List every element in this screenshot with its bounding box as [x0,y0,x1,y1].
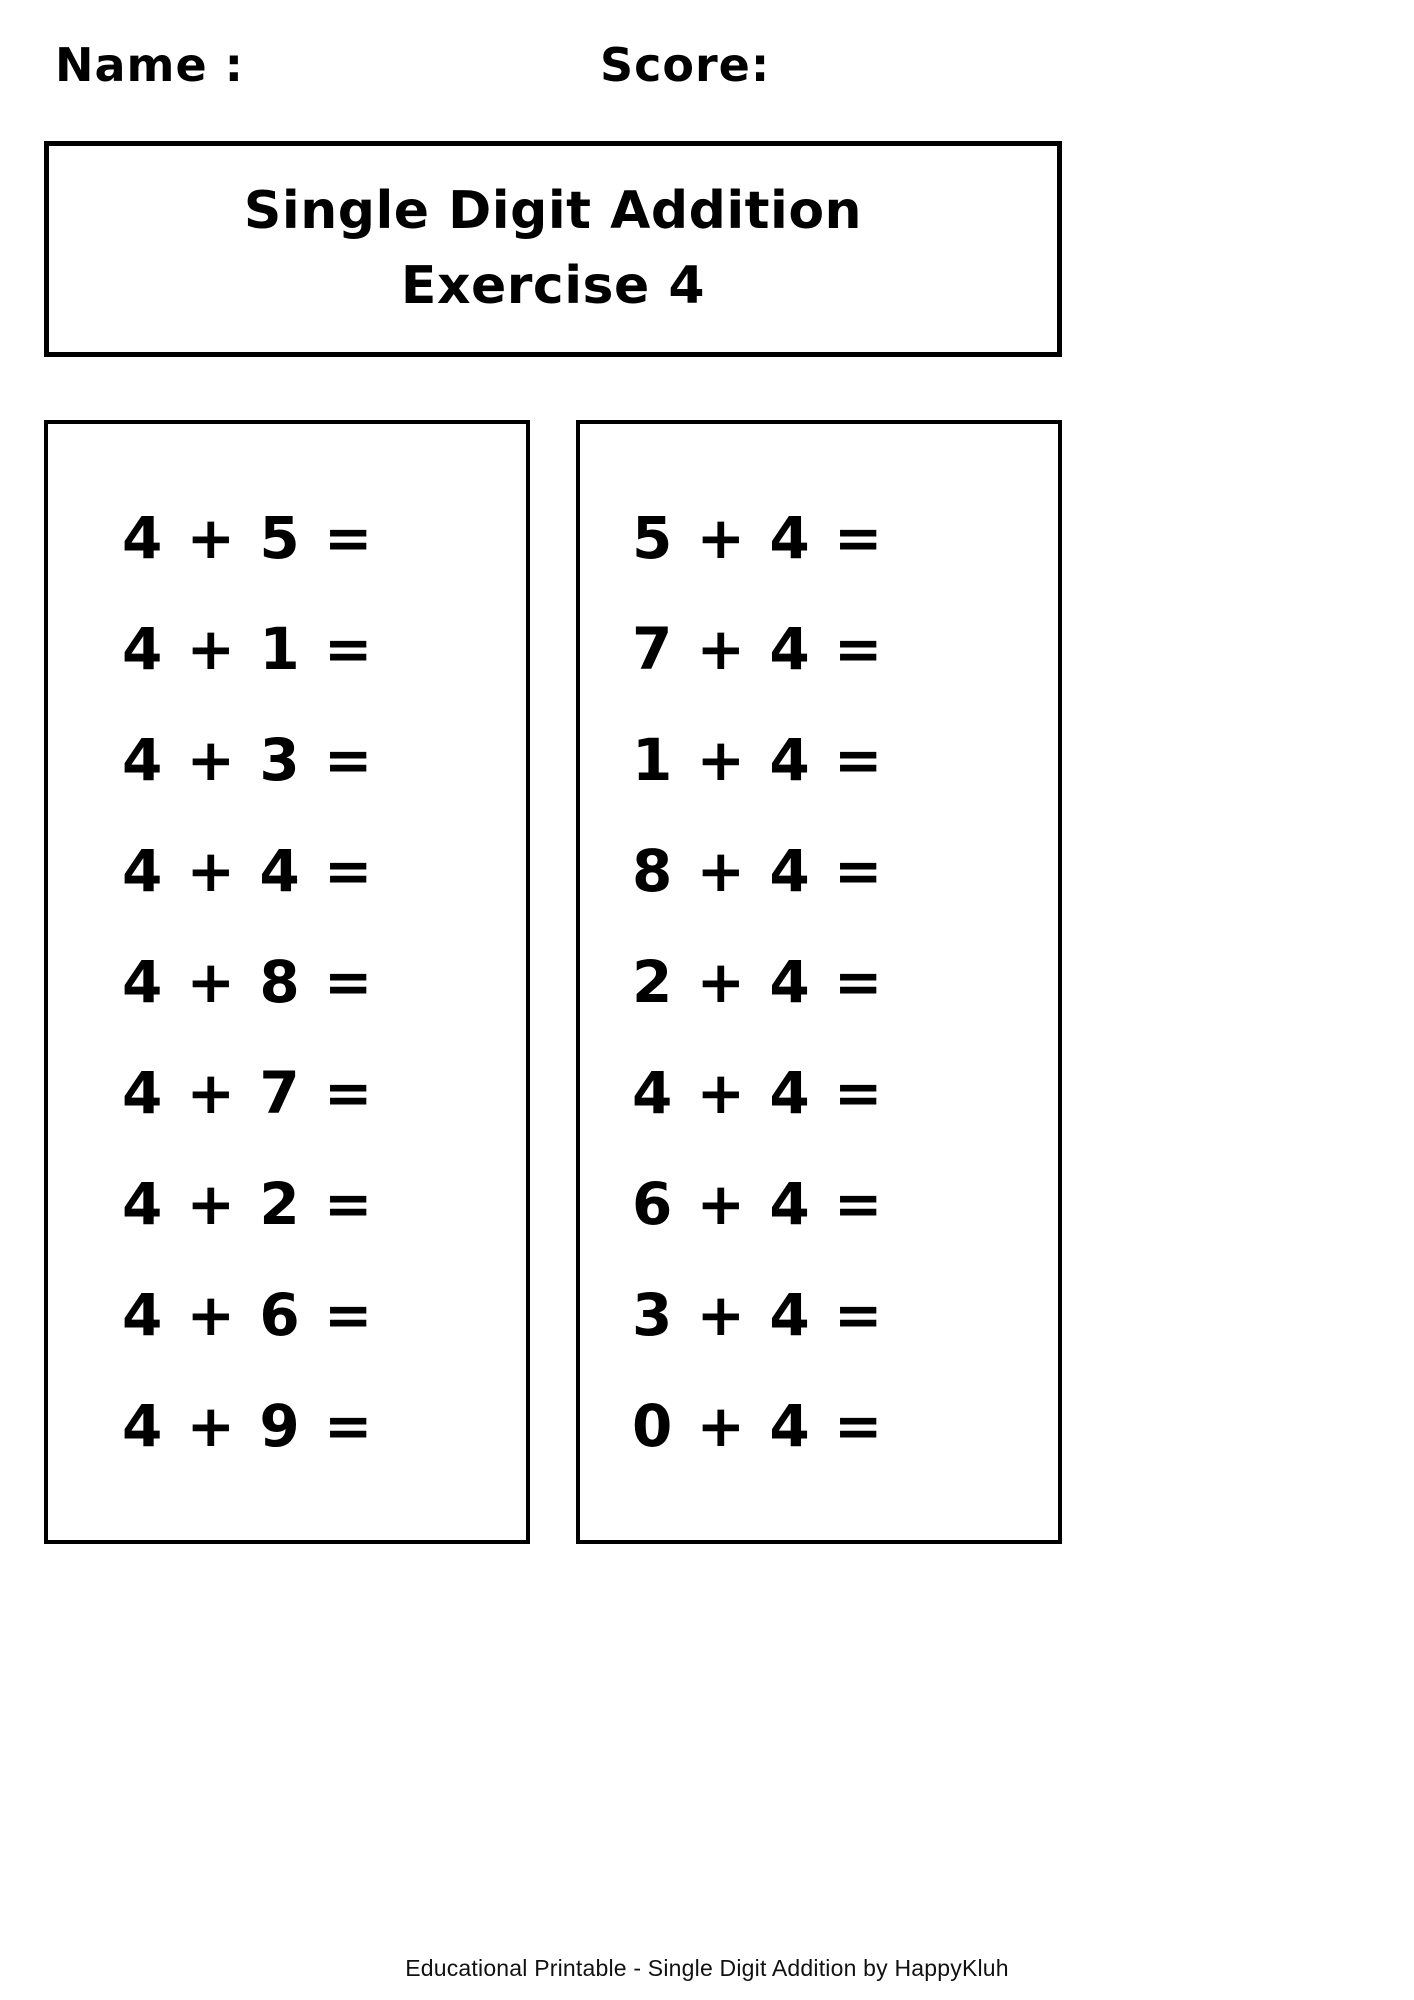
problem-item: 1 + 4 = [632,726,885,794]
footer-credit: Educational Printable - Single Digit Addition by HappyKluh [405,1955,1009,1981]
problem-column-left [44,420,530,1544]
page-subtitle: Exercise 4 [400,256,706,316]
problem-item: 4 + 8 = [122,948,375,1016]
problem-item: 6 + 4 = [632,1170,885,1238]
problem-column-right [576,420,1062,1544]
problem-item: 4 + 2 = [122,1170,375,1238]
title-box [44,141,1062,357]
problem-item: 0 + 4 = [632,1392,885,1460]
problem-item: 4 + 9 = [122,1392,375,1460]
problem-item: 4 + 1 = [122,615,375,683]
worksheet-header [55,38,1359,112]
problem-item: 4 + 7 = [122,1059,375,1127]
problem-item: 4 + 4 = [632,1059,885,1127]
problem-columns [44,420,1062,1544]
name-label: Name : [55,38,245,92]
problem-item: 4 + 6 = [122,1281,375,1349]
problem-item: 2 + 4 = [632,948,885,1016]
problem-item: 7 + 4 = [632,615,885,683]
page-title: Single Digit Addition [243,180,863,241]
problem-item: 8 + 4 = [632,837,885,905]
score-label: Score: [600,38,771,92]
problem-item: 4 + 5 = [122,504,375,572]
problem-item: 4 + 3 = [122,726,375,794]
problem-item: 3 + 4 = [632,1281,885,1349]
problem-item: 5 + 4 = [632,504,885,572]
problem-item: 4 + 4 = [122,837,375,905]
